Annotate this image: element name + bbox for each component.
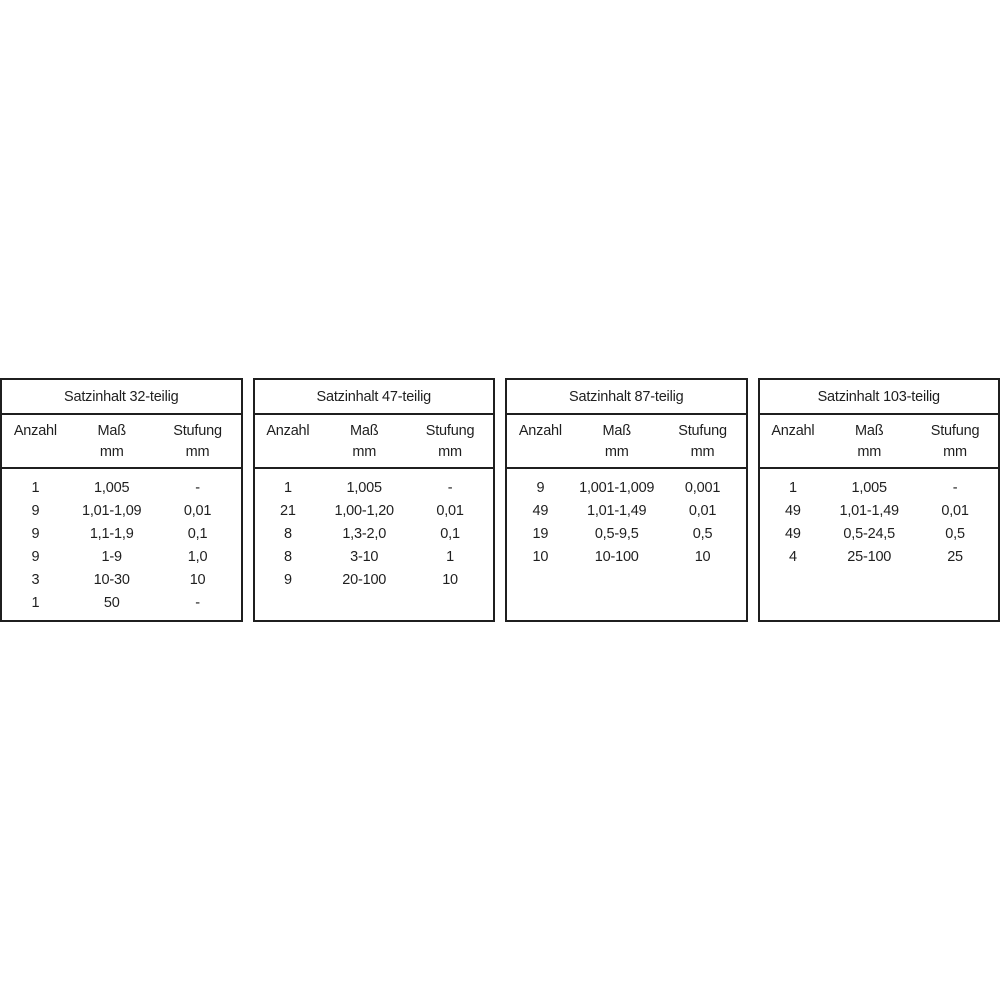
cell-stufung: - [195, 595, 200, 611]
cell-stufung: 0,1 [440, 526, 460, 542]
unit-label-mass: mm [604, 444, 629, 460]
cell-stufung: 0,01 [688, 503, 717, 519]
cell-mass: 50 [103, 595, 120, 611]
cell-stufung: 0,5 [692, 526, 713, 542]
table-row [507, 500, 746, 523]
col-header-stufung: Stufung [173, 423, 222, 439]
table-body [507, 469, 746, 620]
satzinhalt-table [253, 378, 496, 622]
table-header [760, 415, 999, 469]
col-header-mass: Maß [349, 423, 379, 439]
table-row [255, 523, 494, 546]
table-row [2, 569, 241, 592]
cell-anzahl: 49 [785, 526, 801, 542]
cell-anzahl: 8 [283, 549, 292, 565]
cell-mass: 1,005 [346, 480, 382, 496]
table-row [255, 546, 494, 569]
table-row [2, 500, 241, 523]
cell-stufung: 0,001 [684, 480, 721, 496]
table-title: Satzinhalt 47-teilig [255, 380, 494, 415]
col-header-anzahl: Anzahl [518, 423, 562, 439]
unit-label-stufung: mm [438, 444, 462, 460]
cell-anzahl: 3 [31, 572, 40, 588]
cell-stufung: 0,5 [945, 526, 965, 542]
cell-anzahl: 49 [532, 503, 549, 519]
table-header [255, 415, 494, 469]
unit-spacer [255, 442, 322, 462]
cell-mass: 1,01-1,49 [586, 503, 647, 519]
cell-anzahl: 9 [31, 503, 40, 519]
unit-label-mass: mm [352, 444, 377, 460]
col-header-stufung: Stufung [678, 423, 727, 439]
table-row [507, 477, 746, 500]
cell-mass: 1,3-2,0 [342, 526, 387, 542]
cell-mass: 1,005 [94, 480, 130, 496]
cell-anzahl: 1 [31, 595, 40, 611]
table-row [507, 546, 746, 569]
cell-anzahl: 8 [283, 526, 292, 542]
cell-anzahl: 21 [280, 503, 296, 519]
col-header-mass: Maß [602, 423, 631, 439]
cell-mass: 3-10 [350, 549, 379, 565]
cell-anzahl: 49 [785, 503, 801, 519]
table-title: Satzinhalt 32-teilig [2, 380, 241, 415]
unit-spacer [2, 442, 69, 462]
cell-anzahl: 9 [283, 572, 292, 588]
cell-mass: 0,5-24,5 [843, 526, 895, 542]
cell-mass: 10-30 [93, 572, 130, 588]
cell-mass: 1,01-1,09 [81, 503, 142, 519]
table-title: Satzinhalt 103-teilig [760, 380, 999, 415]
table-title: Satzinhalt 87-teilig [507, 380, 746, 415]
satzinhalt-tables [0, 378, 1000, 622]
table-body [255, 469, 494, 620]
col-header-mass: Maß [97, 423, 126, 439]
col-header-anzahl: Anzahl [266, 423, 310, 439]
table-header [2, 415, 241, 469]
unit-spacer [507, 442, 574, 462]
cell-stufung: 1,0 [187, 549, 208, 565]
table-row [2, 592, 241, 615]
cell-stufung: 25 [947, 549, 963, 565]
col-header-anzahl: Anzahl [771, 423, 815, 439]
satzinhalt-table [0, 378, 243, 622]
unit-label-mass: mm [857, 444, 882, 460]
table-row [760, 500, 999, 523]
cell-mass: 1,1-1,9 [89, 526, 134, 542]
table-row [255, 500, 494, 523]
cell-mass: 25-100 [847, 549, 892, 565]
cell-mass: 0,5-9,5 [594, 526, 639, 542]
unit-label-stufung: mm [185, 444, 210, 460]
cell-stufung: 0,01 [183, 503, 212, 519]
col-header-stufung: Stufung [425, 423, 475, 439]
cell-stufung: - [952, 480, 958, 496]
table-body [2, 469, 241, 620]
table-row [2, 523, 241, 546]
cell-stufung: 0,01 [436, 503, 464, 519]
cell-anzahl: 19 [532, 526, 549, 542]
cell-stufung: 0,1 [187, 526, 208, 542]
cell-stufung: 10 [189, 572, 206, 588]
cell-mass: 1-9 [101, 549, 122, 565]
cell-anzahl: 9 [31, 526, 40, 542]
cell-stufung: - [447, 480, 453, 496]
cell-mass: 1,00-1,20 [334, 503, 394, 519]
satzinhalt-table [758, 378, 1000, 622]
unit-label-mass: mm [99, 444, 124, 460]
table-row [760, 477, 999, 500]
col-header-anzahl: Anzahl [13, 423, 57, 439]
satzinhalt-table [505, 378, 748, 622]
unit-label-stufung: mm [943, 444, 967, 460]
cell-stufung: - [195, 480, 200, 496]
cell-stufung: 10 [694, 549, 711, 565]
cell-anzahl: 1 [31, 480, 40, 496]
cell-anzahl: 9 [31, 549, 40, 565]
cell-mass: 20-100 [342, 572, 387, 588]
unit-label-stufung: mm [690, 444, 715, 460]
table-row [760, 523, 999, 546]
col-header-stufung: Stufung [930, 423, 980, 439]
cell-anzahl: 1 [788, 480, 797, 496]
table-row [255, 477, 494, 500]
cell-anzahl: 4 [788, 549, 797, 565]
table-header [507, 415, 746, 469]
cell-mass: 1,01-1,49 [839, 503, 899, 519]
cell-anzahl: 10 [532, 549, 549, 565]
cell-anzahl: 9 [536, 480, 545, 496]
cell-mass: 1,001-1,009 [579, 480, 655, 496]
table-row [760, 546, 999, 569]
cell-anzahl: 1 [283, 480, 292, 496]
table-row [2, 477, 241, 500]
cell-mass: 10-100 [594, 549, 639, 565]
cell-stufung: 0,01 [941, 503, 969, 519]
col-header-mass: Maß [854, 423, 884, 439]
unit-spacer [760, 442, 827, 462]
cell-mass: 1,005 [851, 480, 887, 496]
table-row [2, 546, 241, 569]
table-body [760, 469, 999, 620]
cell-stufung: 1 [446, 549, 454, 565]
cell-stufung: 10 [442, 572, 458, 588]
table-row [255, 569, 494, 592]
table-row [507, 523, 746, 546]
